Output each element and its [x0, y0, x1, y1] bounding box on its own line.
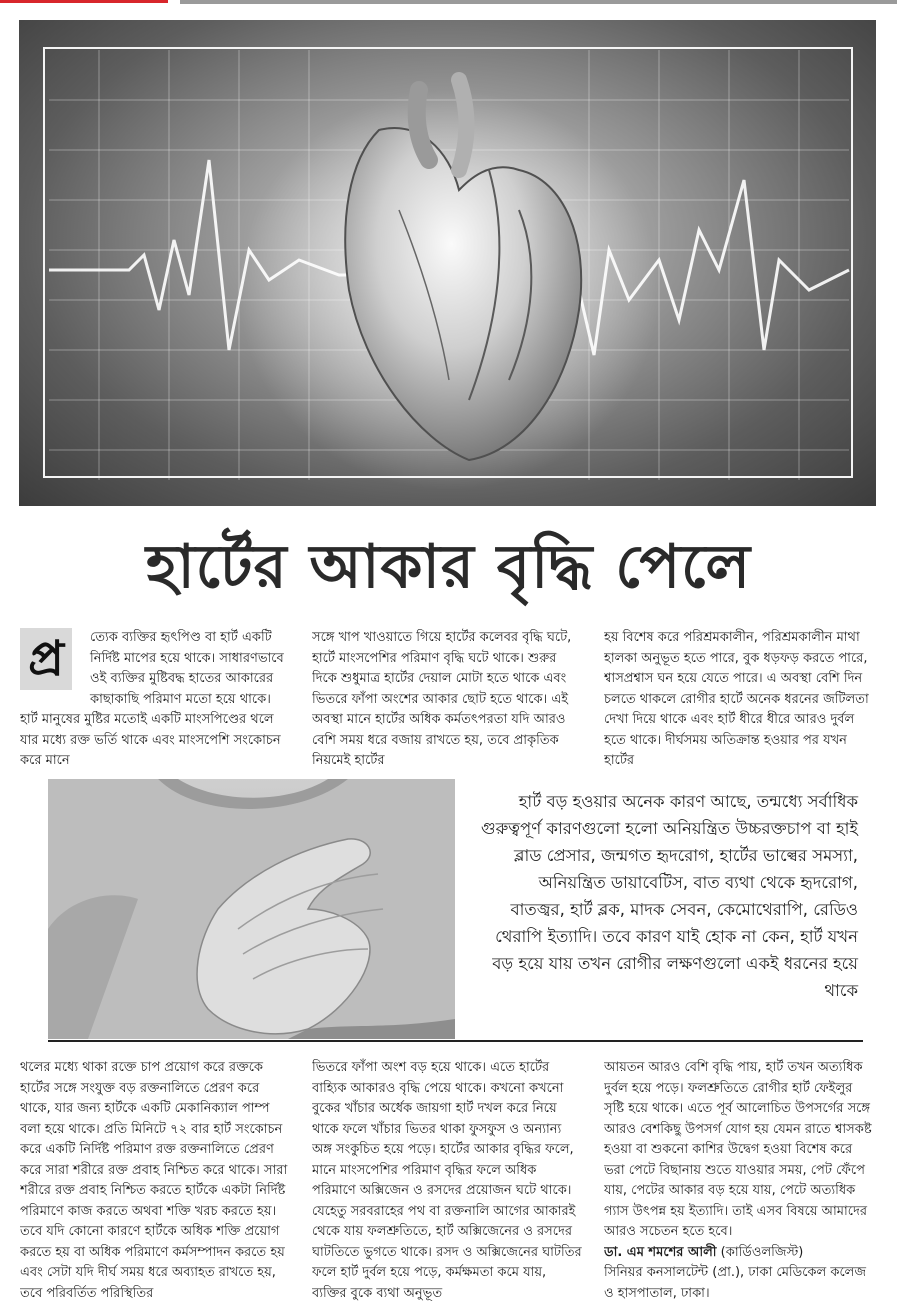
chest-pain-photo: [48, 779, 455, 1039]
top-accent-bar: [0, 0, 168, 3]
pull-quote: হার্ট বড় হওয়ার অনেক কারণ আছে, তন্মধ্যে সর্বাধিক গুরুত্বপূর্ণ কারণগুলো হলো অনিয়ন্ত্রিত উচ্চরক্তচাপ বা হাই ব্লাড প্রেসার, জন্মগত হৃদরোগ, হার্টের ভাল্বের সমস্যা, অনিয়ন্ত্রিত ডায়াবেটিস, বাত ব্যথা থেকে হৃদরোগ, বাতজ্বর, হার্ট ব্লক, মাদক সেবন, কেমোথেরাপি, রেডিও থেরাপি ইত্যাদি। তবে কারণ যাই হোক না কেন, হার্ট যখন বড় হয়ে যায় তখন রোগীর লক্ষণগুলো একই ধরনের হয়ে থাকে: [480, 792, 858, 1000]
author-name: ডা. এম শমশের আলী: [604, 1244, 717, 1260]
column-text: থলের মধ্যে থাকা রক্তে চাপ প্রয়োগ করে রক্তকে হার্টের সঙ্গে সংযুক্ত বড় রক্তনালিতে প্রেরণ করে থাকে, যার জন্য হার্টকে একটি মেকানিক্যাল পাম্প বলা হয়ে থাকে। প্রতি মিনিটে ৭২ বার হার্ট সংকোচন করে একটি নির্দিষ্ট পরিমাণ রক্ত রক্তনালিতে প্রেরণ করে সারা শরীরে রক্ত প্রবাহ নিশ্চিত করে থাকে। সারা শরীরে রক্ত প্রবাহ নিশ্চিত করতে হার্টকে একটা নির্দিষ্ট পরিমাণে কাজ করতে অথবা শক্তি খরচ করতে হয়। তবে যদি কোনো কারণে হার্টকে অধিক শক্তি প্রয়োগ করতে হয় বা অধিক পরিমাণে কর্মসম্পাদন করতে হয় এবং সেটা যদি দীর্ঘ সময় ধরে অব্যাহত রাখতে হয়, তবে পরিবর্তিত পরিস্থিতির: [20, 1060, 288, 1301]
column-2-bottom: [312, 1058, 584, 1308]
top-rule: [180, 0, 897, 4]
column-text: আয়তন আরও বেশি বৃদ্ধি পায়, হার্ট তখন অত্যধিক দুর্বল হয়ে পড়ে। ফলশ্রুতিতে রোগীর হার্ট ফেইলুর সৃষ্টি হয়ে থাকে। এতে পূর্ব আলোচিত উপসর্গের সঙ্গে আরও বেশকিছু উপসর্গ যোগ হয় যেমন রাতে শ্বাসকষ্ট হওয়া বা শুকনো কাশির উদ্বেগ হওয়া বিশেষ করে ভরা পেটে বিছানায় শুতে যাওয়ার সময়, পেট ফেঁপে যায়, পেটের আকার বড় হয়ে যায়, পেটে অত্যধিক গ্যাস উৎপন্ন হয় ইত্যাদি। তাই এসব বিষয়ে আমাদের আরও সচেতন হতে হবে।: [604, 1060, 872, 1239]
column-1-bottom: [20, 1058, 292, 1308]
column-text: ভিতরে ফাঁপা অংশ বড় হয়ে থাকে। এতে হার্টের বাহ্যিক আকারও বৃদ্ধি পেয়ে থাকে। কখনো কখনো বুকের খাঁচার অর্ধেক জায়গা হার্ট দখল করে নিয়ে থাকে ফলে খাঁচার ভিতর থাকা ফুসফুস ও অন্যান্য অঙ্গ সংকুচিত হয়ে পড়ে। হার্টের আকার বৃদ্ধির ফলে, মানে মাংসপেশির পরিমাণ বৃদ্ধির ফলে অধিক পরিমাণে অক্সিজেন ও রসদের প্রয়োজন ঘটে থাকে। যেহেতু সরবরাহের পথ বা রক্তনালি আগের আকারই থেকে যায় ফলশ্রুতিতে, হার্ট অক্সিজেনের ও রসদের ঘাটতিতে ভুগতে থাকে। রসদ ও অক্সিজেনের ঘাটতির ফলে হার্ট দুর্বল হয়ে পড়ে, কর্মক্ষমতা কমে যায়, ব্যক্তির বুকে ব্যথা অনুভূত: [312, 1060, 582, 1301]
column-1-top: [20, 628, 290, 770]
author-affiliation: সিনিয়র কনসালটেন্ট (প্রা.), ঢাকা মেডিকেল কলেজ ও হাসপাতাল, ঢাকা।: [604, 1265, 866, 1301]
hero-frame: [43, 47, 853, 478]
dropcap: প্র: [20, 628, 72, 690]
headline: হার্টের আকার বৃদ্ধি পেলে: [145, 532, 752, 602]
column-3-top: [604, 628, 876, 770]
column-3-bottom: [604, 1058, 876, 1310]
hero-image: [19, 20, 876, 506]
column-text: হয় বিশেষ করে পরিশ্রমকালীন, পরিশ্রমকালীন মাথা হালকা অনুভূত হতে পারে, বুক ধড়ফড় করতে পারে, শ্বাসপ্রশ্বাস ঘন হয়ে যেতে পারে। এ অবস্থা বেশি দিন চলতে থাকলে রোগীর হার্টে অনেক ধরনের জটিলতা দেখা দিয়ে থাকে এবং হার্ট ধীরে ধীরে আরও দুর্বল হতে থাকে। দীর্ঘসময় অতিক্রান্ত হওয়ার পর যখন হার্টের: [604, 630, 869, 768]
person-hand-on-chest-icon: [48, 779, 455, 1039]
author-specialty: (কার্ডিওলজিস্ট): [716, 1244, 804, 1260]
column-text: সঙ্গে খাপ খাওয়াতে গিয়ে হার্টের কলেবর বৃদ্ধি ঘটে, হার্টে মাংসপেশির পরিমাণ বৃদ্ধি ঘটে থাকে। শুরুর দিকে শুধুমাত্র হার্টের দেয়াল মোটা হতে থাকে এবং ভিতরে ফাঁপা অংশের আকার ছোট হতে থাকে। এই অবস্থা মানে হার্টের অধিক কর্মতৎপরতা যদি আরও বেশি সময় ধরে বজায় রাখতে হয়, তবে প্রাকৃতিক নিয়মেই হার্টের: [312, 630, 572, 768]
column-2-top: [312, 628, 582, 770]
column-text: ত্যেক ব্যক্তির হৃৎপিণ্ড বা হার্ট একটি নির্দিষ্ট মাপের হয়ে থাকে। সাধারণভাবে ওই ব্যক্তির মুষ্টিবদ্ধ হাতের আকারের কাছাকাছি পরিমাণ মতো হয়ে থাকে। হার্ট মানুষের মুষ্টির মতোই একটি মাংসপিণ্ডের থলে যার মধ্যে রক্ত ভর্তি থাকে এবং মাংসপেশি সংকোচন করে মানে: [20, 630, 284, 768]
author-line: [604, 1243, 876, 1264]
section-rule: [48, 1040, 863, 1042]
